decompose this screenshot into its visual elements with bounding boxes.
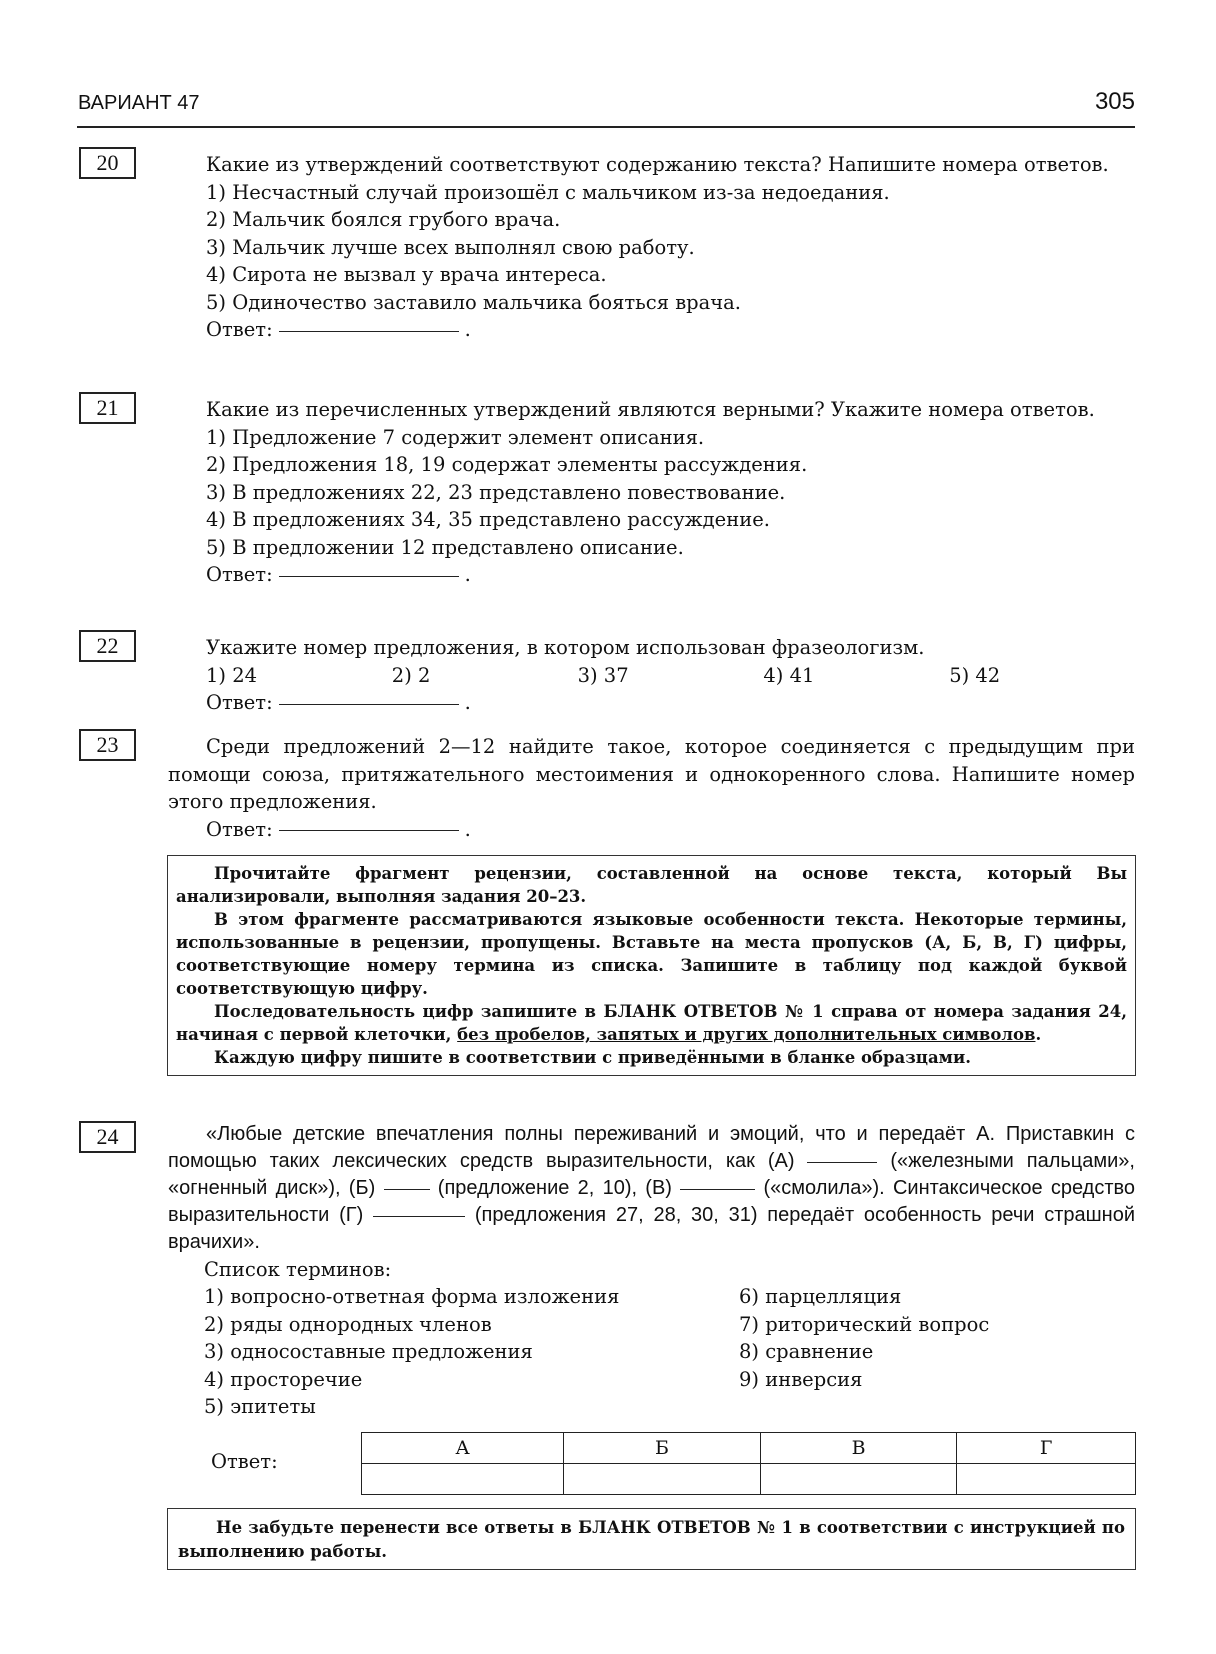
page-number: 305 (1094, 88, 1135, 115)
answer-cell-v[interactable] (760, 1464, 957, 1495)
column-header-g: Г (957, 1433, 1136, 1464)
term-item: 8) сравнение (739, 1340, 874, 1363)
task-number: 24 (79, 1121, 136, 1153)
answer-row: Ответ: . (206, 691, 471, 714)
blank-b[interactable] (384, 1188, 430, 1190)
option: 2) 2 (391, 663, 431, 687)
reminder-box (167, 1508, 1136, 1570)
term-item: 3) односоставные предложения (204, 1340, 533, 1363)
reminder-text: Не забудьте перенести все ответы в БЛАНК ОТВЕТОВ № 1 в соответствии с инструкцией по выполнению работы. (178, 1518, 1125, 1561)
answer-row: Ответ: . (206, 563, 471, 586)
term-item: 7) риторический вопрос (739, 1312, 990, 1336)
option: 1) 24 (206, 663, 258, 687)
column-header-b: Б (564, 1433, 761, 1464)
option: 5) В предложении 12 представлено описание. (206, 535, 684, 559)
answer-cell-a[interactable] (362, 1464, 564, 1495)
option: 5) 42 (949, 663, 1001, 687)
option: 2) Мальчик боялся грубого врача. (206, 208, 561, 231)
option: 3) В предложениях 22, 23 представлено повествование. (206, 480, 786, 504)
options-row (168, 662, 1135, 690)
underlined-text: без пробелов, запятых и других дополнительных символов (457, 1025, 1036, 1044)
instructions-box (167, 855, 1136, 1076)
review-fragment: («железными пальцами», «огненный диск»), (Б) (168, 1150, 1135, 1199)
answer-label: Ответ: (206, 563, 273, 586)
option: 2) Предложения 18, 19 содержат элементы рассуждения. (206, 453, 808, 476)
punctuation: . (1035, 1025, 1042, 1044)
instruction-paragraph: Прочитайте фрагмент рецензии, составленной на основе текста, который Вы анализировали, выполняя задания 20–23. (176, 864, 1127, 906)
answer-label: Ответ: (206, 817, 273, 841)
term-item: 5) эпитеты (204, 1395, 316, 1418)
option: 4) 41 (763, 663, 815, 687)
answer-label: Ответ: (211, 1450, 278, 1473)
task-number: 23 (79, 729, 136, 761)
instruction-paragraph: Каждую цифру пишите в соответствии с приведёнными в бланке образцами. (214, 1048, 971, 1067)
option: 3) 37 (577, 663, 629, 687)
term-item: 4) просторечие (204, 1367, 363, 1391)
instruction-paragraph: В этом фрагменте рассматриваются языковые особенности текста. Некоторые термины, использованные в рецензии, пропущены. Вставьте на места пропусков (А, Б, В, Г) цифры, соответствующие номеру термина из списка. Запишите в таблицу под каждой буквой соответствующую цифру. (176, 910, 1127, 998)
option: 3) Мальчик лучше всех выполнял свою работу. (206, 235, 695, 259)
instruction-paragraph (176, 1000, 1127, 1046)
option: 4) Сирота не вызвал у врача интереса. (206, 263, 607, 286)
term-item: 6) парцелляция (739, 1285, 902, 1308)
answer-blank[interactable] (279, 703, 459, 705)
answer-blank[interactable] (279, 330, 459, 332)
terms-column-right (739, 1283, 1139, 1393)
answer-cell-b[interactable] (564, 1464, 761, 1495)
review-fragment: (предложение 2, 10), (В) (437, 1177, 672, 1199)
column-header-v: В (760, 1433, 957, 1464)
answer-label: Ответ: (206, 318, 273, 341)
question-text: Какие из перечисленных утверждений являются верными? Укажите номера ответов. (206, 398, 1095, 421)
review-fragment: «Любые детские впечатления полны переживаний и эмоций, что и передаёт А. Приставкин с помощью таких лексических средств выразительности, как (А) (168, 1123, 1135, 1172)
task-number: 22 (79, 630, 136, 662)
task-number: 20 (79, 147, 136, 179)
answer-blank[interactable] (279, 829, 459, 831)
instruction-text: Последовательность цифр запишите в БЛАНК ОТВЕТОВ № 1 справа от номера задания 24, начиная с первой клеточки, (176, 1002, 1127, 1044)
question-text: Укажите номер предложения, в котором использован фразеологизм. (206, 636, 925, 659)
blank-v[interactable] (680, 1188, 755, 1190)
answer-blank[interactable] (279, 575, 459, 577)
answer-row: Ответ: . (206, 817, 471, 841)
term-item: 1) вопросно-ответная форма изложения (204, 1285, 620, 1308)
review-fragment: (предложения 27, 28, 30, 31) передаёт особенность речи страшной врачихи». (168, 1204, 1136, 1253)
answer-table (361, 1432, 1136, 1495)
review-fragment: («смолила»). Синтаксическое средство выразительности (Г) (168, 1177, 1135, 1226)
variant-title: ВАРИАНТ 47 (78, 92, 200, 114)
task-number: 21 (79, 392, 136, 424)
option: 4) В предложениях 34, 35 представлено рассуждение. (206, 508, 770, 531)
page-header (77, 86, 1135, 128)
review-text (168, 1121, 1135, 1256)
blank-a[interactable] (807, 1161, 877, 1163)
option: 1) Несчастный случай произошёл с мальчиком из-за недоедания. (206, 180, 890, 204)
option: 5) Одиночество заставило мальчика бояться врача. (206, 290, 742, 314)
terms-title: Список терминов: (204, 1258, 392, 1281)
term-item: 2) ряды однородных членов (204, 1312, 492, 1336)
answer-row: Ответ: . (206, 318, 471, 341)
column-header-a: А (362, 1433, 564, 1464)
answer-label: Ответ: (206, 691, 273, 714)
term-item: 9) инверсия (739, 1367, 863, 1391)
terms-column-left (204, 1283, 724, 1421)
question-text: Среди предложений 2—12 найдите такое, которое соединяется с предыдущим при помощи союза, притяжательного местоимения и однокоренного слова. Напишите номер этого предложения. (168, 735, 1135, 813)
question-text: Какие из утверждений соответствуют содержанию текста? Напишите номера ответов. (206, 153, 1109, 176)
option: 1) Предложение 7 содержит элемент описания. (206, 425, 705, 449)
blank-g[interactable] (373, 1215, 465, 1217)
answer-cell-g[interactable] (957, 1464, 1136, 1495)
